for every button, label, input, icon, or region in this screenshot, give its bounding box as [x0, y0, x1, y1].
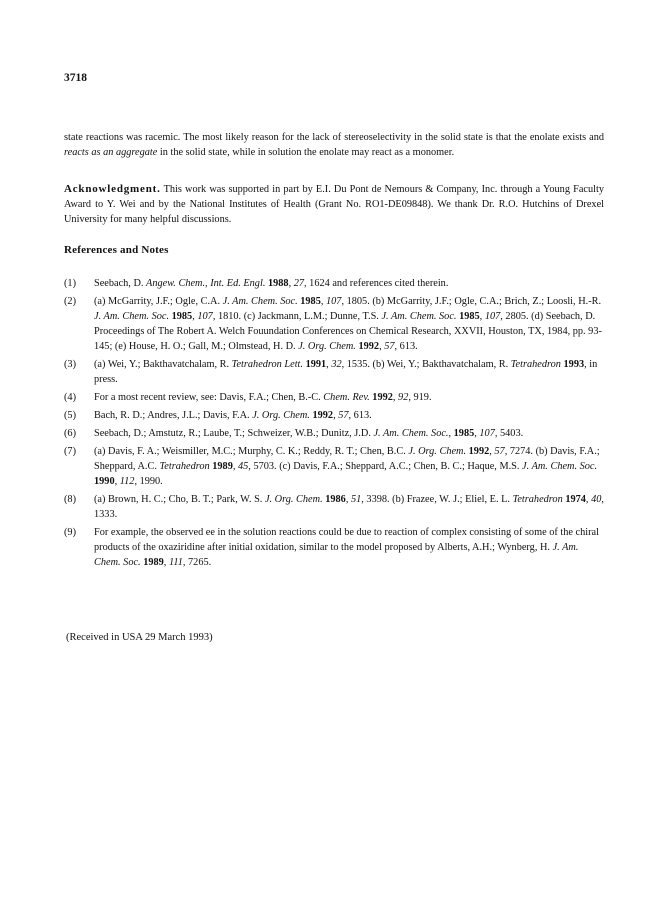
reference-text: 1990	[94, 476, 115, 487]
reference-text: (a) McGarrity, J.F.; Ogle, C.A.	[94, 296, 223, 307]
reference-text: , 7265.	[182, 557, 212, 568]
reference-text: , in press.	[94, 359, 598, 385]
reference-text: 57	[338, 410, 349, 421]
references-heading: References and Notes	[64, 244, 169, 256]
reference-text: (a) Brown, H. C.; Cho, B. T.; Park, W. S.	[94, 494, 265, 505]
acknowledgment-paragraph	[64, 182, 604, 227]
reference-number: (5)	[64, 410, 77, 421]
reference-text: 57	[384, 341, 395, 352]
paragraph-text-end: in the solid state, while in solution the enolate may react as a monomer.	[157, 147, 455, 158]
reference-text: 111	[168, 557, 183, 568]
reference-text: ,	[288, 278, 294, 289]
reference-text: J. Am. Chem. Soc.	[522, 461, 598, 472]
reference-item	[64, 426, 604, 441]
reference-text: , 5703. (c) Davis, F.A.; Sheppard, A.C.; Chen, B. C.; Haque, M.S.	[248, 461, 523, 472]
reference-text: 32	[331, 359, 342, 370]
reference-text: J. Am. Chem. Soc.	[373, 428, 449, 439]
reference-item	[64, 294, 604, 354]
reference-text: ,	[379, 341, 385, 352]
reference-text: J. Am. Chem. Soc.	[94, 311, 170, 322]
reference-text: 112	[119, 476, 135, 487]
reference-text: 1988	[267, 278, 289, 289]
reference-text: , 5403.	[494, 428, 524, 439]
reference-text: 1985	[171, 311, 193, 322]
reference-text: , 613.	[394, 341, 418, 352]
reference-number: (3)	[64, 359, 77, 370]
reference-text: ,	[585, 494, 592, 505]
reference-text: ,	[192, 311, 198, 322]
reference-text: , 2805. (d) Seebach, D. Proceedings of The Robert A. Welch Fouundation Conferences on Chemical Research, XXVII, Houston, TX, 1984, pp. 93-145; (e) House, H. O.; Gall, M.; Olmstead, H. D.	[94, 311, 602, 352]
reference-number: (6)	[64, 428, 77, 439]
reference-text: 51	[350, 494, 362, 505]
reference-text: , 1535. (b) Wei, Y.; Bakthavatchalam, R.	[341, 359, 511, 370]
reference-text: , 1624 and references cited therein.	[304, 278, 449, 289]
reference-item	[64, 492, 604, 522]
paragraph-text: state reactions was racemic. The most likely reason for the lack of stereoselectivity in the solid state is that the enolate exists and	[64, 132, 604, 143]
reference-text: Seebach, D.	[94, 278, 147, 289]
reference-number: (1)	[64, 278, 77, 289]
reference-text: ,	[232, 461, 238, 472]
reference-item	[64, 408, 604, 423]
reference-text: J. Org. Chem.	[252, 410, 310, 421]
reference-text: Tetrahedron	[510, 359, 561, 370]
reference-text: , 1990.	[134, 476, 163, 487]
reference-text: , 919.	[408, 392, 432, 403]
reference-text: For example, the observed ee in the solution reactions could be due to reaction of complex consisting of some of the chiral products of the oxaziridine after initial oxidation, similar to the model proposed by Alberts, A.H.; Wynberg, H.	[94, 527, 599, 553]
reference-text: 1989	[212, 461, 233, 472]
reference-text: J. Org. Chem.	[408, 446, 467, 457]
reference-text: 107	[197, 311, 213, 322]
reference-item	[64, 525, 604, 570]
reference-item	[64, 357, 604, 387]
acknowledgment-heading: Acknowledgment.	[64, 183, 161, 195]
reference-item	[64, 276, 604, 291]
reference-text: (a) Wei, Y.; Bakthavatchalam, R.	[94, 359, 232, 370]
reference-text: Tetrahedron Lett.	[231, 359, 303, 370]
reference-text: 1985	[300, 296, 321, 307]
reference-text: 1993	[563, 359, 585, 370]
reference-text: ,	[448, 428, 454, 439]
references-list	[64, 276, 604, 573]
reference-text: , 1805. (b) McGarrity, J.F.; Ogle, C.A.; Brich, Z.; Loosli, H.-R.	[341, 296, 602, 307]
reference-text: J. Am. Chem. Soc.	[222, 296, 298, 307]
page-number: 3718	[64, 72, 87, 84]
reference-text: 1992	[312, 410, 334, 421]
reference-text: ,	[392, 392, 399, 403]
reference-text: ,	[489, 446, 495, 457]
reference-text: 1985	[459, 311, 480, 322]
reference-number: (2)	[64, 296, 77, 307]
reference-text: , 613.	[348, 410, 372, 421]
reference-number: (7)	[64, 446, 77, 457]
reference-text: 40	[591, 494, 602, 505]
reference-text: Tetrahedron	[512, 494, 563, 505]
reference-text: 1992	[358, 341, 380, 352]
reference-text: 45	[238, 461, 249, 472]
reference-number: (9)	[64, 527, 77, 538]
reference-text: 1985	[453, 428, 475, 439]
reference-text: J. Org. Chem.	[298, 341, 356, 352]
reference-item	[64, 444, 604, 489]
reference-text: J. Am. Chem. Soc.	[94, 542, 579, 568]
reference-text: 57	[494, 446, 505, 457]
reference-text: Chem. Rev.	[323, 392, 370, 403]
received-date: (Received in USA 29 March 1993)	[66, 632, 213, 643]
reference-text: J. Am. Chem. Soc.	[381, 311, 457, 322]
reference-text: , 7274. (b) Davis, F.A.; Sheppard, A.C.	[94, 446, 600, 472]
reference-text: 107	[326, 296, 342, 307]
reference-text: 1992	[372, 392, 393, 403]
reference-text: (a) Davis, F. A.; Weismiller, M.C.; Murphy, C. K.; Reddy, R. T.; Chen, B.C.	[94, 446, 409, 457]
reference-text: Tetrahedron	[159, 461, 210, 472]
reference-text: ,	[320, 296, 326, 307]
reference-text: ,	[114, 476, 120, 487]
reference-text: 92	[398, 392, 409, 403]
paragraph-conclusion	[64, 130, 604, 160]
reference-text: 1974	[565, 494, 586, 505]
acknowledgment-text: This work was supported in part by E.I. Du Pont de Nemours & Company, Inc. through a Young Faculty Award to Y. Wei and by the National Institutes of Health (Grant No. RO1-DE09848). We thank Dr. R.O. Hutchins of Drexel University for many helpful discussions.	[64, 184, 604, 225]
reference-text: ,	[333, 410, 339, 421]
reference-text: 27	[293, 278, 305, 289]
reference-text: 107	[479, 428, 495, 439]
reference-text: ,	[326, 359, 332, 370]
reference-number: (4)	[64, 392, 77, 403]
reference-text: ,	[479, 311, 485, 322]
reference-text: ,	[345, 494, 351, 505]
reference-text: , 1333.	[94, 494, 604, 520]
reference-text: Bach, R. D.; Andres, J.L.; Davis, F.A.	[94, 410, 253, 421]
emphasis-text: reacts as an aggregate	[64, 147, 158, 158]
reference-text: Seebach, D.; Amstutz, R.; Laube, T.; Schweizer, W.B.; Dunitz, J.D.	[94, 428, 374, 439]
reference-item	[64, 390, 604, 405]
reference-text: J. Org. Chem.	[264, 494, 323, 505]
reference-text: 1992	[468, 446, 490, 457]
reference-text: 107	[484, 311, 501, 322]
reference-text: ,	[163, 557, 169, 568]
reference-text: For a most recent review, see: Davis, F.A.; Chen, B.-C.	[94, 392, 324, 403]
reference-text: 1989	[143, 557, 164, 568]
reference-text: , 3398. (b) Frazee, W. J.; Eliel, E. L.	[361, 494, 513, 505]
reference-text: , 1810. (c) Jackmann, L.M.; Dunne, T.S.	[212, 311, 382, 322]
reference-text: 1986	[325, 494, 346, 505]
reference-text: ,	[474, 428, 480, 439]
reference-text: 1991	[305, 359, 327, 370]
reference-number: (8)	[64, 494, 77, 505]
reference-text: Angew. Chem., Int. Ed. Engl.	[146, 278, 266, 289]
